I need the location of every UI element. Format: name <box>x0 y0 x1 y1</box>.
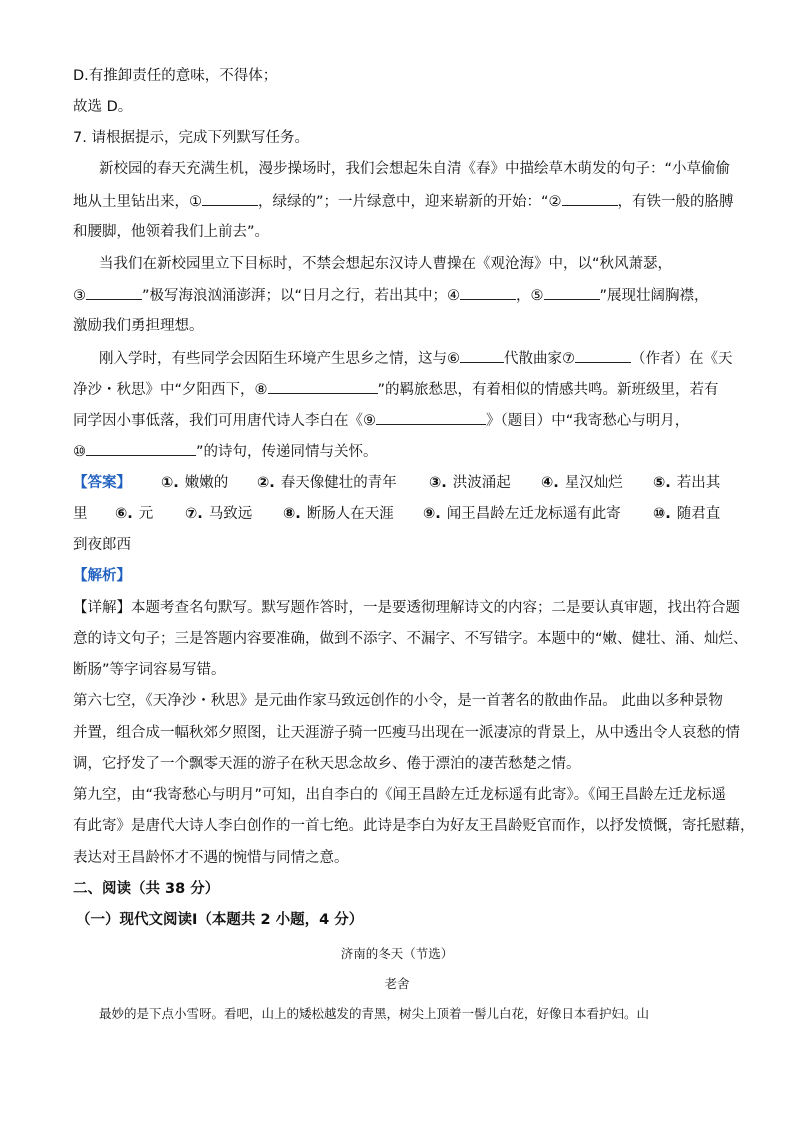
answer-blank-1 <box>202 191 258 206</box>
section-heading: 二、阅读（共 38 分） <box>73 881 220 897</box>
answer-item <box>653 504 720 524</box>
analysis-line: 表达对王昌龄怀才不遇的惋惜与同情之意。 <box>73 850 349 866</box>
answer-blank-4 <box>460 285 516 300</box>
answer-number: ②. <box>257 475 275 491</box>
passage-line <box>73 410 733 431</box>
passage-line <box>73 441 733 462</box>
analysis-line: 第六七空，《天净沙・秋思》是元曲作家马致远创作的小令，是一首著名的散曲作品。 此曲以多种景物 <box>73 693 723 709</box>
answer-text: 星汉灿烂 <box>564 475 623 491</box>
question-7-title: 7. 请根据提示，完成下列默写任务。 <box>73 130 309 146</box>
answer-number: ④. <box>541 475 559 491</box>
answer-number: ⑦. <box>185 506 203 522</box>
answer-item <box>423 504 621 524</box>
text-segment: ”的诗句，传递同情与关怀。 <box>196 444 378 460</box>
text-segment: 刚入学时，有些同学会因陌生环境产生思乡之情，这与⑥ <box>99 351 460 367</box>
answer-item <box>283 504 394 524</box>
passage-line: 激励我们勇担理想。 <box>73 318 204 334</box>
text-segment: 》（题目）中“我寄愁心与明月， <box>486 413 690 429</box>
answer-blank-5 <box>544 285 600 300</box>
text-segment: ，有铁一般的胳膊 <box>617 194 734 210</box>
text-segment: 同学因小事低落，我们可用唐代诗人李白在《⑨ <box>73 413 376 429</box>
text-segment: ”极写海浪汹涌澎湃；以“日月之行，若出其中；④ <box>142 288 461 304</box>
answer-continuation: 里 <box>73 506 88 522</box>
answer-blank-7 <box>575 348 631 363</box>
answer-item <box>185 504 252 524</box>
answer-item <box>257 473 397 493</box>
answer-text: 元 <box>138 506 154 522</box>
answer-continuation: 到夜郎西 <box>73 537 131 553</box>
answer-blank-3 <box>86 285 142 300</box>
reading-author: 老舍 <box>384 976 410 991</box>
analysis-line: 第九空，由“我寄愁心与明月”可知，出自李白的《闻王昌龄左迁龙标遥有此寄》。《闻王昌龄左迁龙标遥 <box>73 787 727 803</box>
answer-blank-6 <box>460 348 504 363</box>
passage-line <box>73 285 733 306</box>
answer-text: 若出其 <box>676 475 721 491</box>
analysis-line: 【详解】本题考查名句默写。默写题作答时，一是要透彻理解诗文的内容；二是要认真审题，找出符合题 <box>73 600 740 616</box>
answer-text: 马致远 <box>208 506 253 522</box>
text-segment: 地从土里钻出来，① <box>73 194 202 210</box>
answer-text: 闻王昌龄左迁龙标遥有此寄 <box>446 506 621 522</box>
reading-paragraph: 最妙的是下点小雪呀。看吧，山上的矮松越发的青黑，树尖上顶着一髻儿白花，好像日本看护妇。山 <box>99 1006 650 1021</box>
answer-item <box>115 504 153 524</box>
answer-number: ⑧. <box>283 506 301 522</box>
answer-text: 断肠人在天涯 <box>306 506 394 522</box>
text-segment: ，⑤ <box>516 288 544 304</box>
answer-number: ⑨. <box>423 506 441 522</box>
reading-title: 济南的冬天（节选） <box>340 946 454 961</box>
text-segment: 代散曲家⑦ <box>504 351 575 367</box>
answer-item <box>653 473 720 493</box>
answer-blank-9 <box>376 410 486 425</box>
answer-number: ③. <box>429 475 447 491</box>
analysis-line: 意的诗文句子；三是答题内容要准确，做到不添字、不漏字、不写错字。本题中的“嫩、健壮、涌、灿烂、 <box>73 631 748 647</box>
analysis-line: 断肠”等字词容易写错。 <box>73 662 226 678</box>
answer-number: ⑩. <box>653 506 671 522</box>
choice-conclusion: 故选 D。 <box>73 99 133 115</box>
analysis-tag: 【解析】 <box>73 568 131 584</box>
answer-tag: 【答案】 <box>73 475 131 491</box>
passage-line: 新校园的春天充满生机，漫步操场时，我们会想起朱自清《春》中描绘草木萌发的句子：“小草偷偷 <box>99 161 731 177</box>
answer-blank-10 <box>86 441 196 456</box>
answer-text: 洪波涌起 <box>452 475 511 491</box>
text-segment: ”展现壮阔胸襟， <box>599 288 709 304</box>
passage-line: 和腰脚，他领着我们上前去”。 <box>73 224 270 240</box>
answer-blank-2 <box>562 191 618 206</box>
answer-text: 随君直 <box>676 506 721 522</box>
text-segment: ③ <box>73 288 86 304</box>
passage-line <box>99 348 759 369</box>
passage-line <box>73 379 733 400</box>
text-segment: （作者）在《天 <box>631 351 733 367</box>
answer-item <box>161 473 228 493</box>
text-segment: ”的羁旅愁思，有着相似的情感共鸣。新班级里，若有 <box>377 382 719 398</box>
answer-item <box>541 473 623 493</box>
analysis-line: 有此寄》是唐代大诗人李白创作的一首七绝。此诗是李白为好友王昌龄贬官而作，以抒发愤慨，寄托慰藉， <box>73 818 755 834</box>
passage-line: 当我们在新校园里立下目标时，不禁会想起东汉诗人曹操在《观沧海》中，以“秋风萧瑟， <box>99 256 673 272</box>
text-segment: ⑩ <box>73 444 86 460</box>
text-segment: ，绿绿的”；一片绿意中，迎来崭新的开始：“② <box>258 194 562 210</box>
answer-number: ⑤. <box>653 475 671 491</box>
analysis-line: 调，它抒发了一个飘零天涯的游子在秋天思念故乡、倦于漂泊的凄苦愁楚之情。 <box>73 756 581 772</box>
answer-text: 春天像健壮的青年 <box>280 475 397 491</box>
option-d-text: D.有推卸责任的意味，不得体； <box>73 68 278 84</box>
text-segment: 净沙・秋思》中“夕阳西下，⑧ <box>73 382 268 398</box>
answer-number: ⑥. <box>115 506 133 522</box>
passage-line <box>73 191 733 212</box>
answer-item <box>429 473 511 493</box>
answer-number: ①. <box>161 475 179 491</box>
subsection-heading: （一）现代文阅读Ⅰ（本题共 2 小题，4 分） <box>76 912 364 928</box>
answer-blank-8 <box>268 379 378 394</box>
answer-text: 嫩嫩的 <box>184 475 229 491</box>
analysis-line: 并置，组合成一幅秋郊夕照图，让天涯游子骑一匹瘦马出现在一派凄凉的背景上，从中透出令人哀愁的情 <box>73 725 740 741</box>
